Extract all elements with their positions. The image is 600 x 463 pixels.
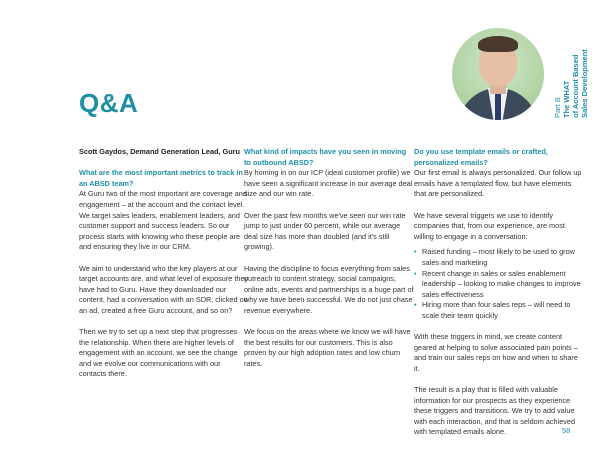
question-metrics: What are the most important metrics to track in an ABSD team? — [79, 168, 243, 188]
answer-paragraph: Then we try to set up a next step that progresses the relationship. When there are higher levels of engagement with an account, we see the change and we evolve our communications with our contacts there. — [79, 327, 238, 379]
side-label-part: Part B — [553, 97, 562, 118]
answer-paragraph: We focus on the areas where we know we will have the best results for our customers. This is also proven by our high adoption rates and low churn rates. — [244, 327, 411, 368]
question-impacts: What kind of impacts have you seen in moving to outbound ABSD? — [244, 147, 407, 167]
question-emails: Do you use template emails or crafted, personalized emails? — [414, 147, 548, 167]
answer-paragraph: At Guru two of the most important are coverage and engagement – at the account and the contact level. We target sales leaders, enablement leaders, and customer support and success leaders. So our process starts with knowing who these people are and ensuring they live in our CRM. — [79, 189, 247, 252]
side-label-line3: Sales Development — [580, 49, 589, 118]
answer-paragraph: By homing in on our ICP (ideal customer profile) we have seen a significant increase in our average deal size and our win rate. — [244, 168, 413, 199]
page-number: 58 — [562, 426, 571, 435]
trigger-list — [414, 247, 584, 321]
side-label-line2: of Account Based — [571, 54, 580, 118]
answer-paragraph: Our first email is always personalized. Our follow up emails have a templated flow, but have elements that are personalized. — [414, 168, 582, 199]
list-item: • Recent change in sales or sales enablement leadership – looking to make changes to improve sales effectiveness — [414, 269, 584, 301]
side-label-line1: The WHAT — [562, 80, 571, 118]
column-right — [414, 147, 584, 438]
photo-tie — [495, 90, 501, 120]
answer-paragraph: Over the past few months we've seen our win rate jump to just under 60 percent, while our average deal size has more than doubled (and it's still growing). — [244, 210, 406, 252]
answer-paragraph: Having the discipline to focus everything from sales outreach to content strategy, social campaigns, online ads, events and partnerships is a huge part of why we have been successful. We do not just chase revenue everywhere. — [244, 263, 414, 315]
column-left — [79, 147, 249, 380]
answer-paragraph: We have several triggers we use to identify companies that, from our experience, are most willing to engage in a conversation: — [414, 210, 565, 241]
page-title: Q&A — [79, 88, 139, 118]
answer-paragraph: With these triggers in mind, we create content geared at helping to solve associated pain points – and train our sales reps on how and when to share it. — [414, 332, 578, 373]
section-side-label — [553, 49, 589, 118]
list-item: • Raised funding – most likely to be used to grow sales and marketing — [414, 247, 584, 268]
list-item: • Hiring more than four sales reps – will need to scale their team quickly — [414, 300, 584, 321]
photo-hair — [478, 36, 518, 52]
answer-paragraph: We aim to understand who the key players at our target accounts are, and what level of exposure they have had to Guru. Have they downloaded our content, had a conversation with an SDR, clicked on an ad, created a free Guru account, and so on? — [79, 263, 249, 315]
answer-paragraph: The result is a play that is filled with valuable information for our prospects as they experience these triggers and transitions. We try to add value with each interaction, and that is seldom achieved with templated emails alone. — [414, 385, 576, 437]
interviewee-name: Scott Gaydos, Demand Generation Lead, Guru — [79, 147, 240, 156]
column-middle — [244, 147, 414, 369]
interviewee-photo — [452, 28, 544, 120]
